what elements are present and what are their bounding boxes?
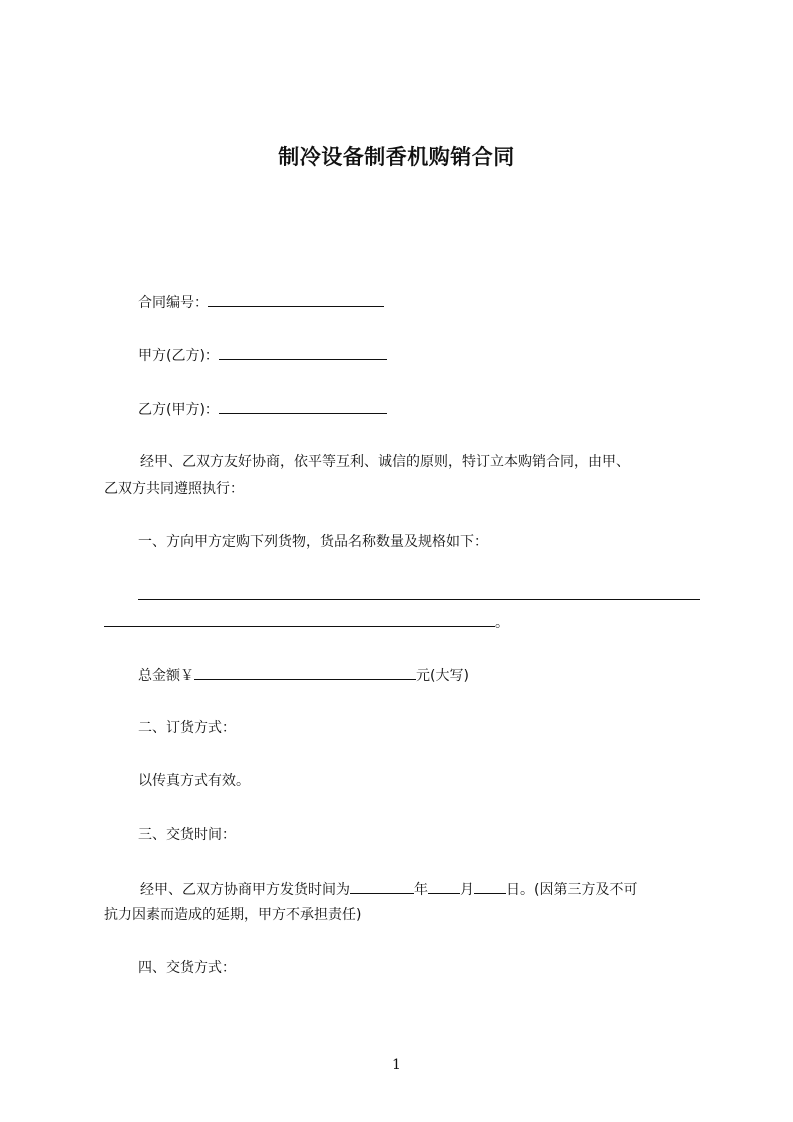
section-1-heading — [104, 532, 738, 552]
delivery-time-line1 — [104, 878, 740, 900]
party-a-label: 甲方(乙方)： — [138, 348, 219, 364]
delivery-prefix: 经甲、乙双方协商甲方发货时间为 — [140, 882, 350, 898]
contract-number-line — [104, 291, 738, 313]
delivery-time-line2 — [104, 905, 704, 925]
total-amount-blank[interactable] — [194, 664, 416, 680]
goods-blank-line1 — [104, 584, 738, 606]
total-amount-label: 总金额￥ — [138, 668, 194, 684]
page-number: 1 — [392, 1057, 401, 1073]
intro-paragraph-line2 — [104, 479, 704, 499]
goods-blank-line2 — [104, 611, 704, 633]
section-3-heading-text: 三、交货时间： — [138, 827, 236, 843]
goods-blank-2[interactable] — [346, 584, 652, 600]
section-3-heading — [104, 825, 738, 845]
section-4-heading-text: 四、交货方式： — [138, 960, 236, 976]
document-title: 制冷设备制香机购销合同 — [278, 145, 515, 169]
delivery-month-blank[interactable] — [428, 878, 460, 894]
delivery-day-blank[interactable] — [474, 878, 506, 894]
party-a-line — [104, 344, 738, 366]
section-2-heading-text: 二、订货方式： — [138, 720, 236, 736]
delivery-year-label: 年 — [414, 882, 428, 898]
section-2-body: 以传真方式有效。 — [138, 773, 250, 789]
goods-blank-4[interactable] — [104, 611, 495, 627]
delivery-line2-text: 抗力因素而造成的延期，甲方不承担责任) — [104, 907, 362, 923]
section-2-heading — [104, 718, 738, 738]
intro-text-line2: 乙双方共同遵照执行： — [104, 481, 244, 497]
delivery-month-label: 月 — [460, 882, 474, 898]
intro-text-line1: 经甲、乙双方友好协商，依平等互利、诚信的原则，特订立本购销合同，由甲、 — [140, 454, 630, 470]
total-amount-suffix: 元(大写) — [416, 668, 469, 684]
party-b-blank[interactable] — [219, 398, 387, 414]
party-a-blank[interactable] — [219, 344, 387, 360]
section-4-heading — [104, 958, 738, 978]
total-amount-line — [104, 664, 738, 686]
intro-paragraph-line1 — [104, 452, 740, 472]
delivery-year-blank[interactable] — [350, 878, 414, 894]
contract-number-blank[interactable] — [208, 291, 384, 307]
delivery-day-suffix: 日。(因第三方及不可 — [506, 882, 638, 898]
goods-blank-1[interactable] — [138, 584, 346, 600]
party-b-label: 乙方(甲方)： — [138, 402, 219, 418]
section-1-heading-text: 一、方向甲方定购下列货物，货品名称数量及规格如下： — [138, 534, 488, 550]
section-2-text — [104, 771, 738, 791]
contract-number-label: 合同编号： — [138, 295, 208, 311]
goods-blank-3[interactable] — [652, 584, 700, 600]
party-b-line — [104, 398, 738, 420]
goods-end-mark: 。 — [495, 615, 509, 631]
